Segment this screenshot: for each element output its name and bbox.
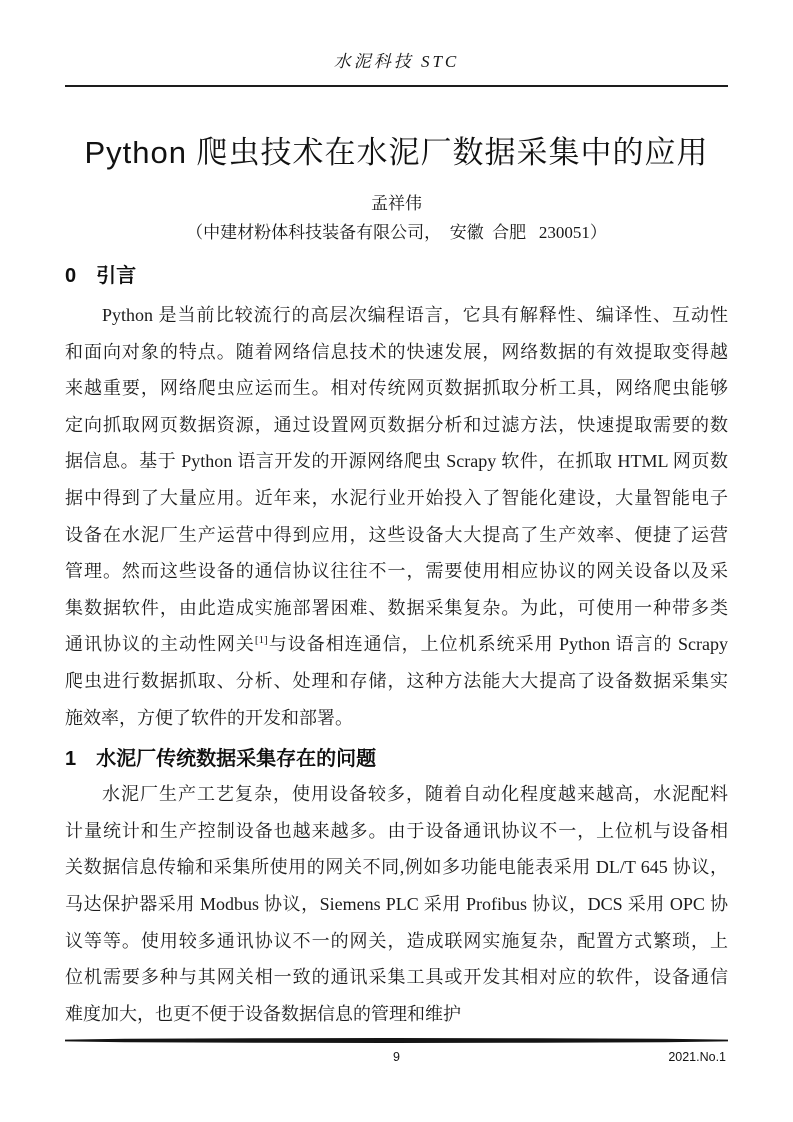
paragraph-line: 据中得到了大量应用。近年来，水泥行业开始投入了智能化建设，大量智能电子: [65, 487, 728, 508]
footer-text-row: [65, 1048, 728, 1066]
line-text: 与设备相连通信，上位机系统采用 Python 语言的 Scrapy: [267, 634, 729, 655]
author-affiliation: （中建材粉体科技装备有限公司， 安徽 合肥 230051）: [186, 223, 607, 242]
paragraph-line: 马达保护器采用 Modbus 协议，Siemens PLC 采用 Profibus 协议，DCS 采用 OPC 协: [65, 893, 728, 914]
section-heading-problems: [65, 744, 728, 774]
paragraph-line: 议等等。使用较多通讯协议不一的网关，造成联网实施复杂，配置方式繁琐，上: [65, 930, 728, 951]
header-divider: [65, 85, 728, 87]
paragraph-line: 和面向对象的特点。随着网络信息技术的快速发展，网络数据的有效提取变得越: [65, 341, 728, 362]
page-number: 9: [393, 1050, 400, 1064]
paragraph-line: 据信息。基于 Python 语言开发的开源网络爬虫 Scrapy 软件，在抓取 HTML 网页数: [65, 451, 728, 472]
issue-label: 2021.No.1: [668, 1050, 726, 1064]
section-heading-introduction: [65, 261, 728, 291]
paragraph-line: Python 是当前比较流行的高层次编程语言，它具有解释性、编译性、互动性: [102, 305, 728, 325]
paragraph-line-with-citation: [65, 626, 728, 663]
section-title: 水泥厂传统数据采集存在的问题: [96, 748, 377, 771]
paragraph-line: 计量统计和生产控制设备也越来越多。由于设备通讯协议不一，上位机与设备相: [65, 820, 728, 841]
paragraph-line: 来越重要，网络爬虫应运而生。相对传统网页数据抓取分析工具，网络爬虫能够: [65, 378, 728, 399]
paragraph-line: 位机需要多种与其网关相一致的通讯采集工具或开发其相对应的软件，设备通信: [65, 967, 728, 988]
section-title: 引言: [96, 265, 137, 287]
line-text: 通讯协议的主动性网关: [65, 634, 255, 655]
introduction-paragraph: [65, 297, 728, 736]
paragraph-line: 水泥厂生产工艺复杂，使用设备较多，随着自动化程度越来越高，水泥配料: [102, 784, 728, 805]
paragraph-line: 关数据信息传输和采集所使用的网关不同,例如多功能电能表采用 DL/T 645 协议，: [65, 857, 728, 878]
paper-title: Python 爬虫技术在水泥厂数据采集中的应用: [84, 135, 709, 170]
problems-paragraph: [65, 776, 728, 1032]
paragraph-line: 管理。然而这些设备的通信协议往往不一，需要使用相应协议的网关设备以及采: [65, 561, 728, 582]
citation-reference: [1]: [254, 634, 268, 647]
paragraph-line: 定向抓取网页数据资源，通过设置网页数据分析和过滤方法，快速提取需要的数: [65, 414, 728, 435]
paragraph-line: 爬虫进行数据抓取、分析、处理和存储，这种方法能大大提高了设备数据采集实: [65, 670, 728, 691]
paragraph-line: 施效率，方便了软件的开发和部署。: [65, 707, 353, 728]
paragraph-line: 难度加大，也更不便于设备数据信息的管理和维护: [65, 1003, 461, 1024]
footer-divider: [65, 1038, 728, 1043]
journal-title: 水泥科技 STC: [333, 52, 460, 71]
paragraph-line: 集数据软件，由此造成实施部署困难、数据采集复杂。为此，可使用一种带多类: [65, 597, 728, 618]
paragraph-line: 设备在水泥厂生产运营中得到应用，这些设备大大提高了生产效率、便捷了运营: [65, 524, 728, 545]
author-name: 孟祥伟: [371, 194, 422, 213]
page-footer: [65, 1038, 728, 1066]
section-number: 1: [65, 748, 77, 771]
section-number: 0: [65, 265, 77, 287]
